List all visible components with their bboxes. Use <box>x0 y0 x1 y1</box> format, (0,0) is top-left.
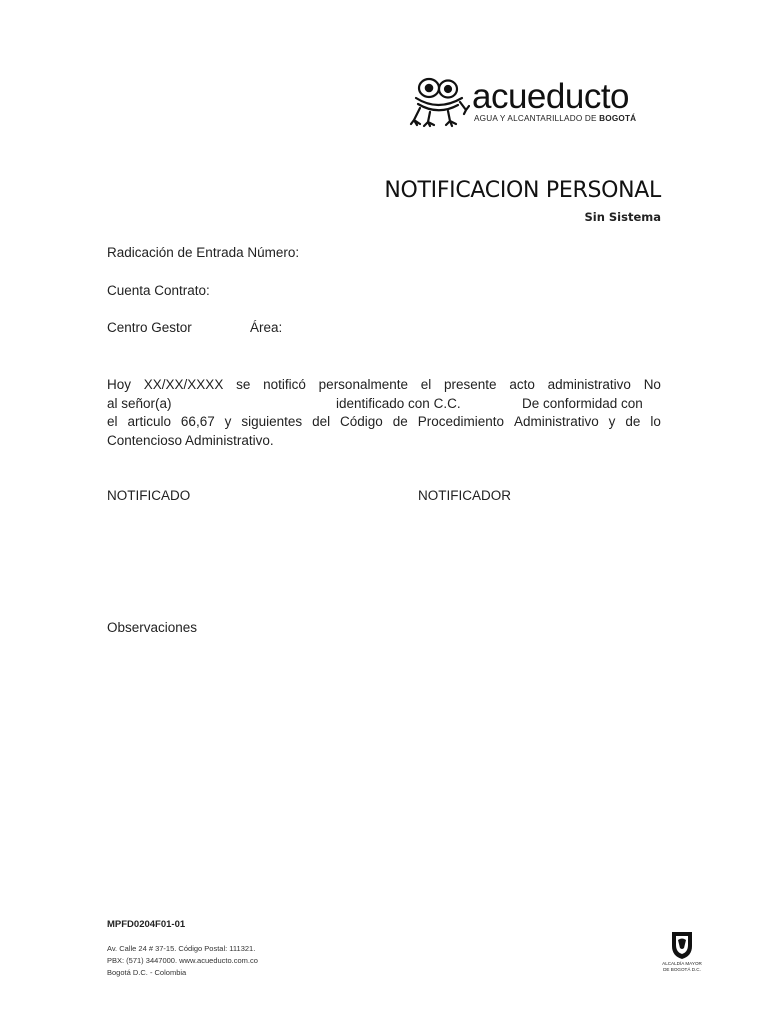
frog-logo-icon <box>408 76 470 128</box>
coat-of-arms-icon <box>670 930 694 960</box>
seal-text-1: ALCALDÍA MAYOR <box>662 961 702 966</box>
address-line: Bogotá D.C. - Colombia <box>107 968 187 977</box>
acueducto-logo <box>408 76 668 132</box>
area-label: Área: <box>250 320 283 335</box>
paragraph-line-2: al señor(a) identificado con C.C. De conformidad con <box>107 395 643 411</box>
page-subtitle: Sin Sistema <box>584 210 661 224</box>
notificador-label: NOTIFICADOR <box>418 488 511 503</box>
notificado-label: NOTIFICADO <box>107 488 191 503</box>
address-line: PBX: (571) 3447000. www.acueducto.com.co <box>107 956 258 965</box>
page-title: NOTIFICACION PERSONAL <box>384 178 661 203</box>
radicacion-label: Radicación de Entrada Número: <box>107 245 300 260</box>
centro-gestor-label: Centro Gestor <box>107 320 192 335</box>
cuenta-contrato-label: Cuenta Contrato: <box>107 283 210 298</box>
form-code: MPFD0204F01-01 <box>107 919 186 930</box>
paragraph-line-3: el articulo 66,67 y siguientes del Código de Procedimiento Administrativo y de lo <box>107 414 661 429</box>
logo-wordmark: acueducto <box>472 77 630 116</box>
footer-address <box>107 943 258 979</box>
paragraph-line-4: Contencioso Administrativo. <box>107 432 274 448</box>
seal-text-2: DE BOGOTÁ D.C. <box>663 967 701 972</box>
address-line: Av. Calle 24 # 37-15. Código Postal: 111321. <box>107 944 256 953</box>
logo-tagline: AGUA Y ALCANTARILLADO DE BOGOTÁ <box>474 114 637 123</box>
notification-paragraph <box>107 376 661 450</box>
paragraph-line-1: Hoy XX/XX/XXXX se notificó personalmente el presente acto administrativo No <box>107 377 661 392</box>
observaciones-label: Observaciones <box>107 620 198 635</box>
alcaldia-seal <box>662 930 702 976</box>
